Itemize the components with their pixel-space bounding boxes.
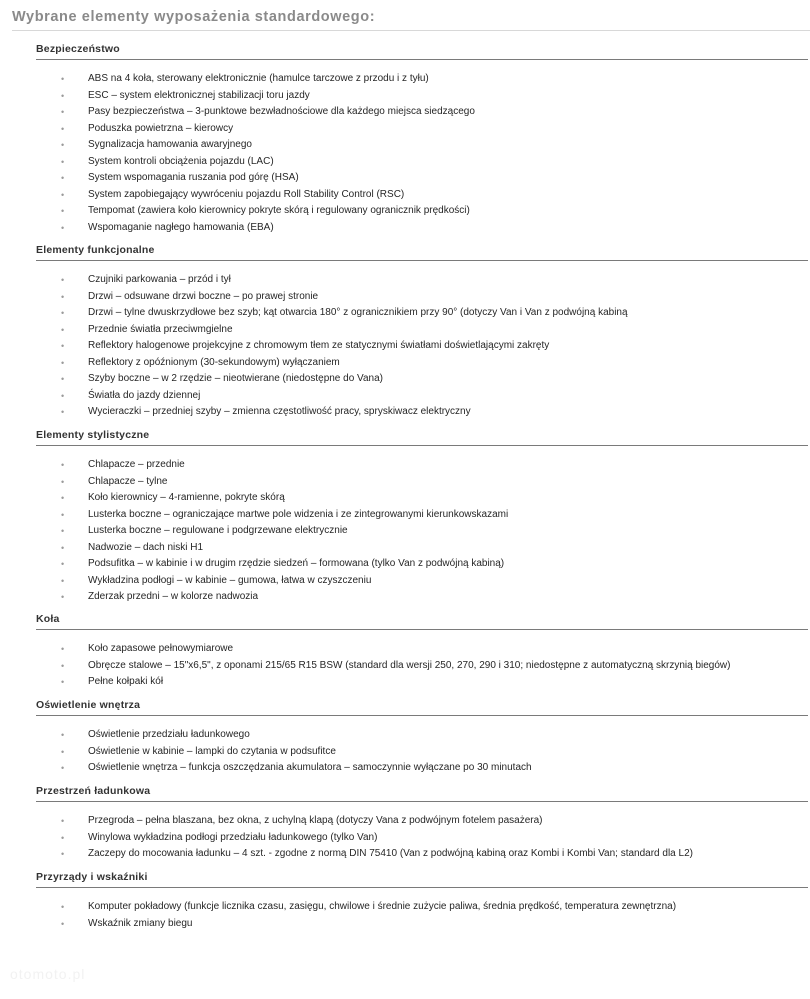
- list-item: [36, 170, 810, 187]
- bullet-icon: •: [61, 575, 65, 586]
- item-text: Wycieraczki – przedniej szyby – zmienna częstotliwość pracy, spryskiwacz elektryczny: [88, 406, 471, 417]
- list-item: [36, 457, 810, 474]
- bullet-icon: •: [61, 526, 65, 536]
- section-2: [36, 428, 810, 606]
- list-item: [36, 641, 810, 658]
- item-text: Oświetlenie w kabinie – lampki do czytania w podsufitce: [88, 745, 336, 757]
- section-1: [36, 243, 810, 421]
- list-item: [36, 220, 810, 237]
- section-divider: [36, 260, 808, 261]
- section-title: Oświetlenie wnętrza: [36, 699, 141, 711]
- item-text: Przegroda – pełna blaszana, bez okna, z uchylną klapą (dotyczy Vana z podwójnym fotelem pasażera): [88, 815, 543, 826]
- section-title: Koła: [36, 613, 60, 625]
- section-title: Bezpieczeństwo: [36, 43, 120, 55]
- list-item: [36, 589, 810, 606]
- list-item: [36, 573, 810, 590]
- section-divider: [36, 801, 808, 802]
- bullet-icon: •: [61, 746, 65, 757]
- list-item: [36, 846, 810, 863]
- list-item: [36, 203, 810, 220]
- item-text: Tempomat (zawiera koło kierownicy pokryte skórą i regulowany ogranicznik prędkości): [88, 205, 470, 216]
- bullet-icon: •: [61, 918, 65, 929]
- item-text: Przednie światła przeciwmgielne: [88, 323, 233, 335]
- item-text: ABS na 4 koła, sterowany elektronicznie (hamulce tarczowe z przodu i z tyłu): [88, 73, 429, 84]
- item-text: Czujniki parkowania – przód i tył: [88, 274, 231, 285]
- bullet-icon: •: [61, 206, 65, 216]
- list-item: [36, 674, 810, 691]
- list-item: [36, 305, 810, 322]
- item-text: Lusterka boczne – regulowane i podgrzewane elektrycznie: [88, 525, 348, 536]
- bullet-icon: •: [61, 763, 65, 773]
- item-text: System wspomagania ruszania pod górę (HSA): [88, 172, 299, 183]
- list-item: [36, 556, 810, 573]
- list-item: [36, 371, 810, 388]
- item-text: Koło kierownicy – 4-ramienne, pokryte skórą: [88, 492, 285, 503]
- list-item: [36, 658, 810, 675]
- item-list: [36, 813, 810, 863]
- bullet-icon: •: [61, 816, 65, 826]
- item-text: Drzwi – odsuwane drzwi boczne – po prawej stronie: [88, 290, 319, 302]
- bullet-icon: •: [61, 341, 65, 351]
- list-item: [36, 744, 810, 761]
- list-item: [36, 830, 810, 847]
- bullet-icon: •: [61, 407, 65, 417]
- list-item: [36, 523, 810, 540]
- bullet-icon: •: [61, 275, 65, 285]
- list-item: [36, 272, 810, 289]
- section-6: [36, 870, 810, 932]
- item-text: Wykładzina podłogi – w kabinie – gumowa, łatwa w czyszczeniu: [88, 574, 372, 586]
- item-text: Komputer pokładowy (funkcje licznika czasu, zasięgu, chwilowe i średnie zużycie paliwa, średnia prędkość, temperatura zewnętrzna): [88, 901, 677, 912]
- title-divider: [12, 30, 810, 31]
- section-divider: [36, 445, 808, 446]
- list-item: [36, 338, 810, 355]
- item-text: Światła do jazdy dziennej: [88, 389, 201, 401]
- item-text: Drzwi – tylne dwuskrzydłowe bez szyb; kąt otwarcia 180° z ogranicznikiem przy 90° (dotyczy Van i Van z podwójną kabiną: [88, 307, 628, 318]
- list-item: [36, 121, 810, 138]
- item-list: [36, 899, 810, 932]
- bullet-icon: •: [61, 476, 65, 487]
- item-list: [36, 457, 810, 606]
- bullet-icon: •: [61, 291, 65, 302]
- bullet-icon: •: [61, 107, 65, 117]
- item-text: Wskaźnik zmiany biegu: [88, 917, 193, 929]
- list-item: [36, 474, 810, 491]
- bullet-icon: •: [61, 902, 65, 912]
- list-item: [36, 404, 810, 421]
- section-4: [36, 698, 810, 777]
- list-item: [36, 916, 810, 933]
- item-text: Zaczepy do mocowania ładunku – 4 szt. - zgodne z normą DIN 75410 (Van z podwójną kabiną oraz Kombi i Kombi Van; standard dla L2): [88, 848, 693, 859]
- bullet-icon: •: [61, 677, 65, 687]
- item-text: Nadwozie – dach niski H1: [88, 541, 204, 553]
- section-divider: [36, 887, 808, 888]
- document-title: Wybrane elementy wyposażenia standardowego:: [12, 9, 376, 25]
- bullet-icon: •: [61, 542, 65, 553]
- bullet-icon: •: [61, 660, 65, 671]
- item-text: Winylowa wykładzina podłogi przedziału ładunkowego (tylko Van): [88, 831, 378, 843]
- list-item: [36, 760, 810, 777]
- bullet-icon: •: [61, 324, 65, 335]
- list-item: [36, 71, 810, 88]
- section-5: [36, 784, 810, 863]
- section-3: [36, 612, 810, 691]
- item-text: System kontroli obciążenia pojazdu (LAC): [88, 155, 274, 167]
- bullet-icon: •: [61, 189, 65, 200]
- list-item: [36, 187, 810, 204]
- bullet-icon: •: [61, 644, 65, 654]
- bullet-icon: •: [61, 460, 65, 470]
- bullet-icon: •: [61, 730, 65, 740]
- item-text: Lusterka boczne – ograniczające martwe pole widzenia i ze zintegrowanymi kierunkowskazami: [88, 508, 509, 520]
- item-text: Podsufitka – w kabinie i w drugim rzędzie siedzeń – formowana (tylko Van z podwójną kabiną): [88, 558, 505, 569]
- list-item: [36, 88, 810, 105]
- item-list: [36, 71, 810, 236]
- item-text: Oświetlenie przedziału ładunkowego: [88, 729, 250, 740]
- item-text: Wspomaganie nagłego hamowania (EBA): [88, 221, 274, 233]
- list-item: [36, 322, 810, 339]
- bullet-icon: •: [61, 123, 65, 134]
- list-item: [36, 899, 810, 916]
- section-title: Przyrządy i wskaźniki: [36, 871, 148, 883]
- section-title: Elementy stylistyczne: [36, 429, 150, 441]
- list-item: [36, 507, 810, 524]
- bullet-icon: •: [61, 374, 65, 384]
- list-item: [36, 813, 810, 830]
- bullet-icon: •: [61, 390, 65, 401]
- bullet-icon: •: [61, 222, 65, 233]
- bullet-icon: •: [61, 493, 65, 503]
- bullet-icon: •: [61, 509, 65, 520]
- list-item: [36, 490, 810, 507]
- section-divider: [36, 59, 808, 60]
- section-divider: [36, 629, 808, 630]
- item-text: Szyby boczne – w 2 rzędzie – nieotwierane (niedostępne do Vana): [88, 373, 383, 384]
- list-item: [36, 137, 810, 154]
- item-text: Koło zapasowe pełnowymiarowe: [88, 643, 234, 654]
- section-title: Przestrzeń ładunkowa: [36, 785, 151, 797]
- item-text: Sygnalizacja hamowania awaryjnego: [88, 139, 252, 150]
- list-item: [36, 104, 810, 121]
- item-list: [36, 641, 810, 691]
- bullet-icon: •: [61, 74, 65, 84]
- item-text: Obręcze stalowe – 15"x6,5", z oponami 215/65 R15 BSW (standard dla wersji 250, 270, 290 i 310; niedostępne z automatyczną skrzynią biegów): [88, 659, 731, 671]
- item-text: Zderzak przedni – w kolorze nadwozia: [88, 591, 259, 602]
- item-text: Chlapacze – przednie: [88, 459, 185, 470]
- bullet-icon: •: [61, 559, 65, 569]
- bullet-icon: •: [61, 592, 65, 602]
- item-text: Oświetlenie wnętrza – funkcja oszczędzania akumulatora – samoczynnie wyłączane po 30 minutach: [88, 762, 532, 773]
- item-text: Pasy bezpieczeństwa – 3-punktowe bezwładnościowe dla każdego miejsca siedzącego: [88, 106, 475, 117]
- list-item: [36, 727, 810, 744]
- section-divider: [36, 715, 808, 716]
- section-title: Elementy funkcjonalne: [36, 244, 155, 256]
- bullet-icon: •: [61, 308, 65, 318]
- item-list: [36, 272, 810, 421]
- item-text: Poduszka powietrzna – kierowcy: [88, 122, 234, 134]
- watermark: otomoto.pl: [10, 966, 86, 982]
- item-text: Reflektory halogenowe projekcyjne z chromowym tłem ze statycznymi światłami doświetlającymi zakręty: [88, 340, 550, 351]
- item-text: Pełne kołpaki kół: [88, 676, 164, 687]
- list-item: [36, 289, 810, 306]
- bullet-icon: •: [61, 90, 65, 101]
- item-text: System zapobiegający wywróceniu pojazdu Roll Stability Control (RSC): [88, 188, 405, 200]
- bullet-icon: •: [61, 173, 65, 183]
- bullet-icon: •: [61, 357, 65, 368]
- bullet-icon: •: [61, 832, 65, 843]
- item-list: [36, 727, 810, 777]
- bullet-icon: •: [61, 156, 65, 167]
- bullet-icon: •: [61, 140, 65, 150]
- item-text: Reflektory z opóźnionym (30-sekundowym) wyłączaniem: [88, 356, 340, 368]
- list-item: [36, 540, 810, 557]
- list-item: [36, 154, 810, 171]
- item-text: ESC – system elektronicznej stabilizacji toru jazdy: [88, 89, 310, 101]
- bullet-icon: •: [61, 849, 65, 859]
- list-item: [36, 355, 810, 372]
- list-item: [36, 388, 810, 405]
- item-text: Chlapacze – tylne: [88, 475, 168, 487]
- section-0: [36, 42, 810, 236]
